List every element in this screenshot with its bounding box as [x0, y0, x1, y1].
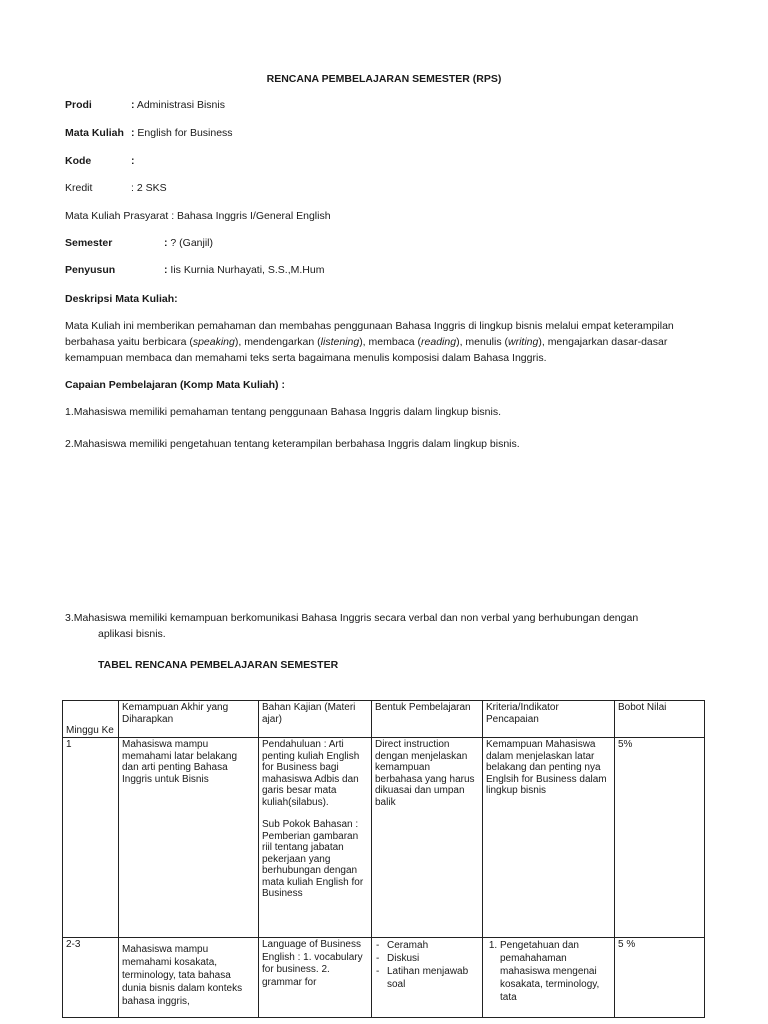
cell-bahan-kajian: Language of Business English : 1. vocabulary for business. 2. grammar for	[259, 938, 372, 1018]
cell-kriteria: Kemampuan Mahasiswa dalam menjelaskan latar belakang dan penting nya Englsih for Business dalam lingkup bisnis	[483, 738, 615, 938]
cell-bentuk: Direct instruction dengan menjelaskan kemampuan berbahasa yang harus dikuasai dan umpan balik	[372, 738, 483, 938]
cell-bahan-kajian: Pendahuluan : Arti penting kuliah English for Business bagi mahasiswa Adbis dan garis besar mata kuliah(silabus). Sub Pokok Bahasan : Pemberian gambaran riil tentang jabatan pekerjaan yang berhubungan dengan mata kuliah English for Business	[259, 738, 372, 938]
table-row	[63, 738, 705, 938]
page-title: RENCANA PEMBELAJARAN SEMESTER (RPS)	[266, 73, 502, 85]
deskripsi-heading: Deskripsi Mata Kuliah:	[65, 293, 178, 305]
cell-kriteria: 1. Pengetahuan dan pemahahaman mahasiswa mengenai kosakata, terminology, tata	[483, 938, 615, 1018]
capaian-item-2: 2.Mahasiswa memiliki pengetahuan tentang keterampilan berbahasa Inggris dalam lingkup bisnis.	[65, 438, 520, 450]
cell-bobot: 5 %	[615, 938, 705, 1018]
header-kemampuan: Kemampuan Akhir yang Diharapkan	[119, 701, 259, 738]
prodi-label: Prodi	[65, 99, 92, 111]
kredit-label: Kredit	[65, 182, 93, 194]
table-title: TABEL RENCANA PEMBELAJARAN SEMESTER	[98, 659, 339, 671]
capaian-item-1: 1.Mahasiswa memiliki pemahaman tentang penggunaan Bahasa Inggris dalam lingkup bisnis.	[65, 406, 502, 418]
capaian-item-3-cont: aplikasi bisnis.	[98, 628, 166, 640]
rps-table	[62, 700, 705, 1018]
penyusun-value: : Iis Kurnia Nurhayati, S.S.,M.Hum	[164, 264, 325, 276]
prasyarat: Mata Kuliah Prasyarat : Bahasa Inggris I/General English	[65, 210, 331, 222]
prodi-value: : Administrasi Bisnis	[131, 99, 225, 111]
cell-kemampuan: Mahasiswa mampu memahami kosakata, terminology, tata bahasa dunia bisnis dalam konteks bahasa inggris,	[119, 938, 259, 1018]
table-row	[63, 938, 705, 1018]
kredit-value: : 2 SKS	[131, 182, 167, 194]
header-bahan-kajian: Bahan Kajian (Materi ajar)	[259, 701, 372, 738]
capaian-item-3: 3.Mahasiswa memiliki kemampuan berkomunikasi Bahasa Inggris secara verbal dan non verbal yang berhubungan dengan	[65, 612, 639, 624]
cell-minggu: 1	[63, 738, 119, 938]
header-minggu: Minggu Ke	[63, 701, 119, 738]
header-bobot: Bobot Nilai	[615, 701, 705, 738]
mata-kuliah-value: : English for Business	[131, 127, 233, 139]
semester-label: Semester	[65, 237, 113, 249]
header-bentuk: Bentuk Pembelajaran	[372, 701, 483, 738]
kode-value: :	[131, 155, 135, 167]
cell-bentuk: - Ceramah - Diskusi - Latihan menjawab soal	[372, 938, 483, 1018]
header-kriteria: Kriteria/Indikator Pencapaian	[483, 701, 615, 738]
semester-value: : ? (Ganjil)	[164, 237, 214, 249]
deskripsi-paragraph: Mata Kuliah ini memberikan pemahaman dan membahas penggunaan Bahasa Inggris di lingkup bisnis melalui empat keterampilan berbahasa yaitu berbicara (speaking), mendengarkan (listening), membaca (reading), menulis (writing), mengajarkan dasar-dasar kemampuan membaca dan memahami teks serta bagaimana menulis komposisi dalam Bahasa Inggris.	[65, 320, 674, 364]
table-header-row	[63, 701, 705, 738]
kode-label: Kode	[65, 155, 92, 167]
mata-kuliah-label: Mata Kuliah	[65, 127, 124, 139]
capaian-heading: Capaian Pembelajaran (Komp Mata Kuliah) :	[65, 379, 285, 391]
cell-kemampuan: Mahasiswa mampu memahami latar belakang dan arti penting Bahasa Inggris untuk Bisnis	[119, 738, 259, 938]
cell-bobot: 5%	[615, 738, 705, 938]
penyusun-label: Penyusun	[65, 264, 116, 276]
cell-minggu: 2-3	[63, 938, 119, 1018]
